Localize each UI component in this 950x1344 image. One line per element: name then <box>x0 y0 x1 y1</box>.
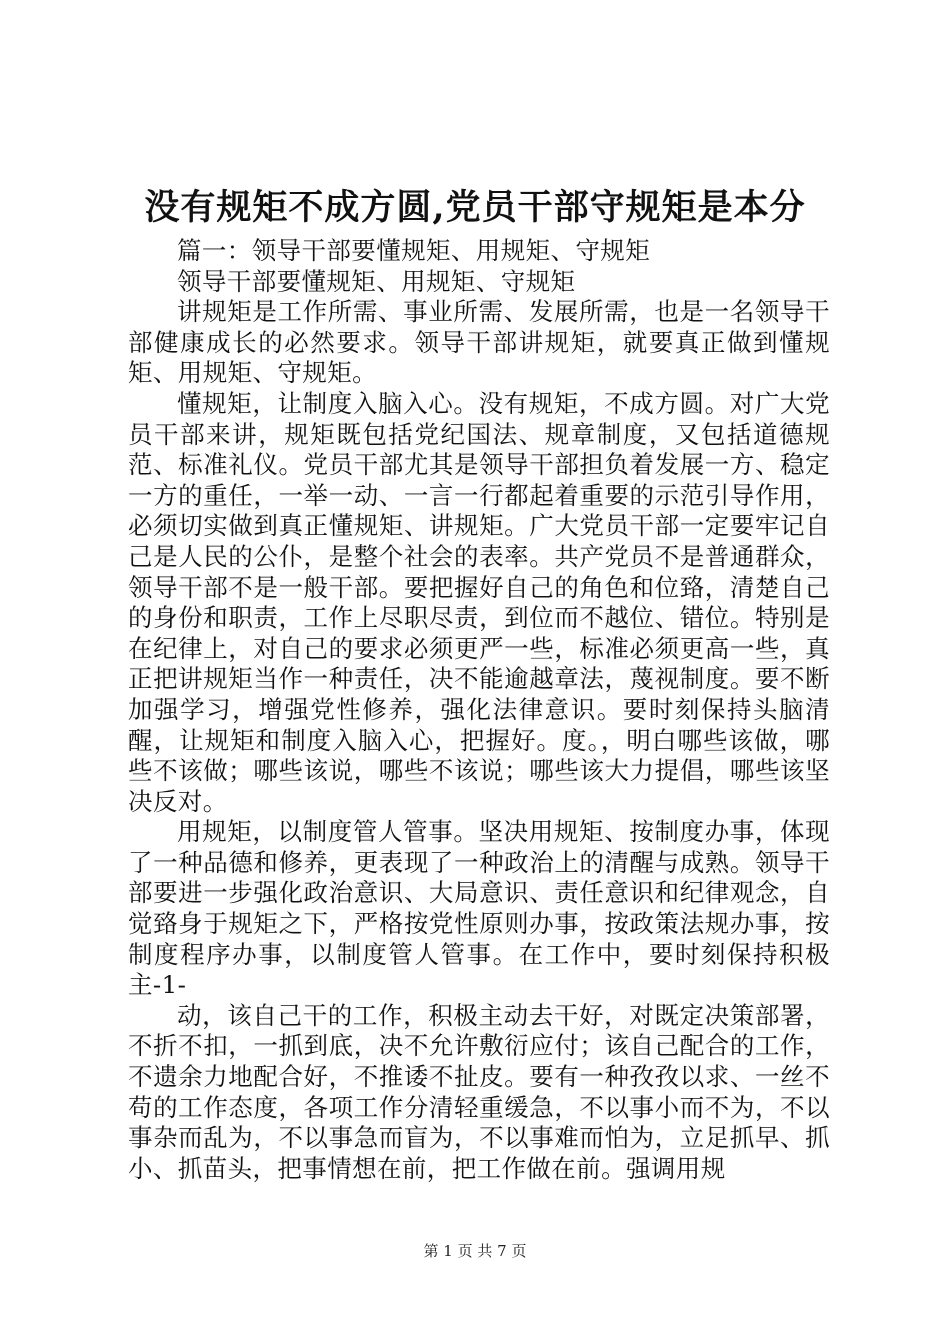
document-title: 没有规矩不成方圆,党员干部守规矩是本分 <box>144 187 806 228</box>
body-paragraph: 动，该自己干的工作，积极主动去干好，对既定决策部署，不折不扣，一抓到底，决不允许敷衍应付；该自己配合的工作，不遗余力地配合好，不推诿不扯皮。要有一种孜孜以求、一丝不苟的工作态度，各项工作分清轻重缓急，不以事小而不为，不以事杂而乱为，不以事急而盲为，不以事难而怕为，立足抓早、抓小、抓苗头，把事情想在前，把工作做在前。强调用规 <box>128 1000 830 1183</box>
body-paragraph: 用规矩，以制度管人管事。坚决用规矩、按制度办事，体现了一种品德和修养，更表现了一种政治上的清醒与成熟。领导干部要进一步强化政治意识、大局意识、责任意识和纪律观念，自觉臵身于规矩之下，严格按党性原则办事，按政策法规办事，按制度程序办事，以制度管人管事。在工作中，要时刻保持积极主-1- <box>128 817 830 1000</box>
body-paragraph: 懂规矩，让制度入脑入心。没有规矩，不成方圆。对广大党员干部来讲，规矩既包括党纪国法、规章制度，又包括道德规范、标准礼仪。党员干部尤其是领导干部担负着发展一方、稳定一方的重任，一举一动、一言一行都起着重要的示范引导作用，必须切实做到真正懂规矩、讲规矩。广大党员干部一定要牢记自己是人民的公仆，是整个社会的表率。共产党员不是普通群众，领导干部不是一般干部。要把握好自己的角色和位臵，清楚自己的身份和职责，工作上尽职尽责，到位而不越位、错位。特别是在纪律上，对自己的要求必须更严一些，标准必须更高一些，真正把讲规矩当作一种责任，决不能逾越章法，蔑视制度。要不断加强学习，增强党性修养，强化法律意识。要时刻保持头脑清醒，让规矩和制度入脑入心，把握好。度。，明白哪些该做，哪些不该做；哪些该说，哪些不该说；哪些该大力提倡，哪些该坚决反对。 <box>128 388 830 816</box>
page-indicator: 第 1 页 共 7 页 <box>423 1242 527 1260</box>
body-paragraph: 讲规矩是工作所需、事业所需、发展所需，也是一名领导干部健康成长的必然要求。领导干部讲规矩，就要真正做到懂规矩、用规矩、守规矩。 <box>128 297 830 388</box>
article-heading: 领导干部要懂规矩、用规矩、守规矩 <box>177 266 576 296</box>
section-heading: 篇一：领导干部要懂规矩、用规矩、守规矩 <box>177 236 651 265</box>
document-body <box>128 236 830 1184</box>
